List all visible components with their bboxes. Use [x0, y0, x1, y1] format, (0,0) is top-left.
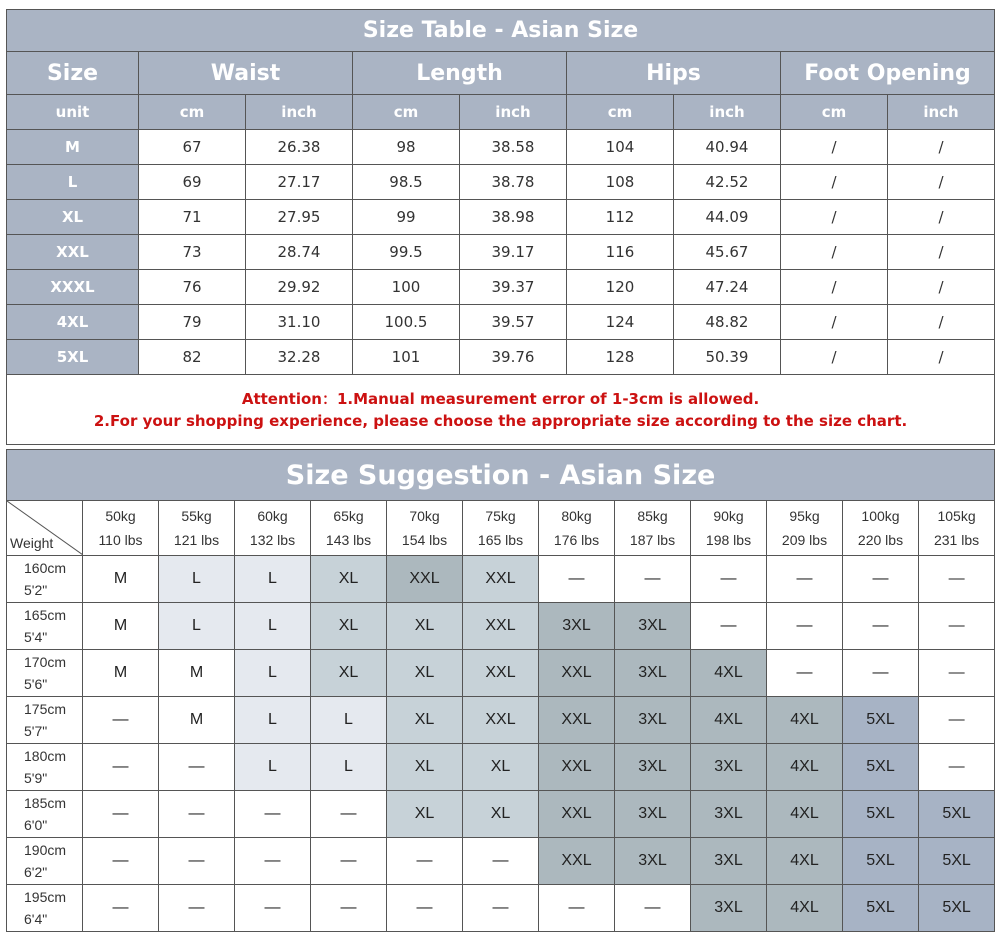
measurement-cell: 39.57: [460, 305, 567, 340]
weight-kg: 95kg: [789, 508, 820, 524]
size-row: [7, 235, 995, 270]
measurement-cell: 42.52: [674, 165, 781, 200]
suggested-size-cell: 4XL: [767, 744, 843, 791]
measurement-cell: /: [781, 165, 888, 200]
header-hips: Hips: [567, 52, 781, 95]
measurement-cell: /: [781, 235, 888, 270]
size-table-title: Size Table - Asian Size: [7, 10, 995, 52]
measurement-cell: 38.98: [460, 200, 567, 235]
header-length: Length: [353, 52, 567, 95]
suggested-size-cell: L: [159, 556, 235, 603]
size-row: [7, 200, 995, 235]
suggested-size-cell: 5XL: [919, 838, 995, 885]
suggested-size-cell: —: [919, 744, 995, 791]
measurement-cell: 73: [139, 235, 246, 270]
measurement-cell: 29.92: [246, 270, 353, 305]
suggested-size-cell: 5XL: [843, 838, 919, 885]
height-cm: 160cm: [24, 560, 67, 576]
measurement-cell: 104: [567, 130, 674, 165]
suggested-size-cell: —: [387, 838, 463, 885]
suggested-size-cell: —: [311, 885, 387, 932]
measurement-cell: 39.76: [460, 340, 567, 375]
unit-cell: inch: [460, 95, 567, 130]
measurement-cell: 76: [139, 270, 246, 305]
measurement-cell: /: [888, 165, 995, 200]
weight-lbs: 143 lbs: [325, 532, 372, 548]
suggested-size-cell: 4XL: [767, 885, 843, 932]
height-row: [7, 603, 995, 650]
measurement-cell: 32.28: [246, 340, 353, 375]
suggested-size-cell: XL: [311, 603, 387, 650]
suggested-size-cell: XXL: [539, 697, 615, 744]
height-ft: 6'4": [24, 911, 48, 927]
height-cm: 190cm: [24, 842, 67, 858]
suggested-size-cell: 3XL: [615, 603, 691, 650]
suggested-size-cell: 4XL: [767, 838, 843, 885]
suggested-size-cell: 3XL: [615, 744, 691, 791]
size-label: XL: [7, 200, 139, 235]
size-label: XXL: [7, 235, 139, 270]
suggested-size-cell: —: [691, 556, 767, 603]
weight-kg: 85kg: [637, 508, 668, 524]
suggested-size-cell: 5XL: [843, 885, 919, 932]
suggested-size-cell: M: [159, 697, 235, 744]
weight-kg: 55kg: [181, 508, 212, 524]
height-header-cell: [7, 603, 83, 650]
suggested-size-cell: —: [843, 650, 919, 697]
suggested-size-cell: 5XL: [843, 697, 919, 744]
suggested-size-cell: —: [83, 838, 159, 885]
suggested-size-cell: M: [83, 650, 159, 697]
measurement-cell: 28.74: [246, 235, 353, 270]
suggested-size-cell: —: [767, 556, 843, 603]
suggested-size-cell: —: [919, 650, 995, 697]
measurement-cell: 99: [353, 200, 460, 235]
size-label: 4XL: [7, 305, 139, 340]
height-ft: 5'9": [24, 770, 48, 786]
suggested-size-cell: —: [615, 556, 691, 603]
measurement-cell: 39.37: [460, 270, 567, 305]
measurement-cell: /: [781, 270, 888, 305]
suggested-size-cell: —: [767, 603, 843, 650]
suggested-size-cell: —: [843, 603, 919, 650]
suggested-size-cell: —: [311, 791, 387, 838]
suggested-size-cell: XXL: [539, 791, 615, 838]
height-row: [7, 744, 995, 791]
measurement-cell: 38.58: [460, 130, 567, 165]
weight-header-row: [7, 501, 995, 556]
weight-kg: 70kg: [409, 508, 440, 524]
measurement-cell: 71: [139, 200, 246, 235]
suggested-size-cell: XXL: [387, 556, 463, 603]
measurement-cell: 100: [353, 270, 460, 305]
suggested-size-cell: 3XL: [615, 791, 691, 838]
suggested-size-cell: 3XL: [691, 885, 767, 932]
weight-kg: 65kg: [333, 508, 364, 524]
size-suggestion-body: [7, 556, 995, 932]
measurement-cell: /: [781, 200, 888, 235]
weight-kg: 100kg: [861, 508, 900, 524]
unit-label: unit: [7, 95, 139, 130]
suggested-size-cell: L: [235, 603, 311, 650]
suggested-size-cell: XL: [387, 791, 463, 838]
suggested-size-cell: —: [159, 838, 235, 885]
measurement-cell: 44.09: [674, 200, 781, 235]
height-row: [7, 650, 995, 697]
suggested-size-cell: XL: [463, 791, 539, 838]
suggested-size-cell: 4XL: [767, 697, 843, 744]
height-cm: 175cm: [24, 701, 67, 717]
size-row: [7, 270, 995, 305]
unit-cell: inch: [888, 95, 995, 130]
suggested-size-cell: L: [235, 556, 311, 603]
suggested-size-cell: 3XL: [615, 697, 691, 744]
weight-header-cell: [615, 501, 691, 556]
suggested-size-cell: 3XL: [615, 838, 691, 885]
suggested-size-cell: 3XL: [691, 791, 767, 838]
header-size: Size: [7, 52, 139, 95]
suggested-size-cell: L: [311, 697, 387, 744]
suggested-size-cell: 5XL: [843, 791, 919, 838]
height-ft: 5'6": [24, 676, 48, 692]
suggested-size-cell: L: [235, 650, 311, 697]
suggested-size-cell: —: [235, 791, 311, 838]
weight-header-cell: [539, 501, 615, 556]
suggested-size-cell: —: [387, 885, 463, 932]
weight-kg: 90kg: [713, 508, 744, 524]
measurement-cell: 79: [139, 305, 246, 340]
weight-lbs: 110 lbs: [98, 532, 143, 548]
size-label: 5XL: [7, 340, 139, 375]
suggested-size-cell: —: [83, 697, 159, 744]
suggested-size-cell: —: [539, 885, 615, 932]
suggested-size-cell: —: [691, 603, 767, 650]
height-cm: 185cm: [24, 795, 67, 811]
size-suggestion-table: [6, 449, 995, 932]
height-header-cell: [7, 838, 83, 885]
suggested-size-cell: —: [83, 791, 159, 838]
measurement-cell: 124: [567, 305, 674, 340]
suggested-size-cell: —: [919, 556, 995, 603]
suggested-size-cell: —: [159, 885, 235, 932]
suggested-size-cell: —: [83, 885, 159, 932]
height-ft: 6'2": [24, 864, 48, 880]
attention-line-1: Attention：1.Manual measurement error of 1-3cm is allowed.: [241, 389, 760, 408]
measurement-cell: /: [781, 340, 888, 375]
weight-header-cell: [691, 501, 767, 556]
weight-lbs: 209 lbs: [781, 532, 828, 548]
measurement-cell: 100.5: [353, 305, 460, 340]
suggested-size-cell: XL: [387, 603, 463, 650]
weight-header-cell: [843, 501, 919, 556]
corner-weight-label: Weight: [10, 535, 54, 551]
suggested-size-cell: L: [311, 744, 387, 791]
suggested-size-cell: —: [235, 885, 311, 932]
header-foot-opening: Foot Opening: [781, 52, 995, 95]
weight-kg: 75kg: [485, 508, 516, 524]
measurement-cell: 82: [139, 340, 246, 375]
weight-lbs: 231 lbs: [933, 532, 980, 548]
measurement-cell: /: [888, 130, 995, 165]
weight-header-cell: [311, 501, 387, 556]
suggested-size-cell: —: [463, 838, 539, 885]
unit-cell: inch: [674, 95, 781, 130]
size-row: [7, 165, 995, 200]
suggested-size-cell: —: [539, 556, 615, 603]
corner-cell: [7, 501, 83, 556]
height-row: [7, 697, 995, 744]
suggested-size-cell: 3XL: [691, 744, 767, 791]
height-row: [7, 791, 995, 838]
suggested-size-cell: —: [767, 650, 843, 697]
measurement-cell: /: [888, 270, 995, 305]
measurement-cell: 120: [567, 270, 674, 305]
suggested-size-cell: XL: [311, 556, 387, 603]
suggested-size-cell: 3XL: [615, 650, 691, 697]
measurement-cell: /: [781, 130, 888, 165]
suggested-size-cell: 3XL: [539, 603, 615, 650]
height-cm: 165cm: [24, 607, 67, 623]
height-ft: 6'0": [24, 817, 48, 833]
weight-lbs: 187 lbs: [629, 532, 676, 548]
suggested-size-cell: XXL: [539, 650, 615, 697]
weight-lbs: 165 lbs: [477, 532, 524, 548]
height-row: [7, 885, 995, 932]
weight-kg: 105kg: [937, 508, 976, 524]
height-cm: 180cm: [24, 748, 67, 764]
size-table: [6, 9, 995, 445]
height-ft: 5'2": [24, 582, 48, 598]
height-header-cell: [7, 697, 83, 744]
suggested-size-cell: —: [919, 603, 995, 650]
weight-kg: 80kg: [561, 508, 592, 524]
suggested-size-cell: —: [843, 556, 919, 603]
measurement-cell: 31.10: [246, 305, 353, 340]
height-header-cell: [7, 744, 83, 791]
unit-cell: cm: [139, 95, 246, 130]
suggested-size-cell: XL: [387, 650, 463, 697]
suggested-size-cell: XXL: [539, 744, 615, 791]
measurement-cell: 98.5: [353, 165, 460, 200]
weight-header-cell: [387, 501, 463, 556]
size-row: [7, 305, 995, 340]
weight-header-cell: [159, 501, 235, 556]
measurement-cell: 112: [567, 200, 674, 235]
measurement-cell: 99.5: [353, 235, 460, 270]
attention-line-2: 2.For your shopping experience, please choose the appropriate size according to the size chart.: [93, 411, 908, 430]
measurement-cell: 116: [567, 235, 674, 270]
suggested-size-cell: 4XL: [691, 650, 767, 697]
measurement-cell: 27.17: [246, 165, 353, 200]
measurement-cell: 50.39: [674, 340, 781, 375]
suggested-size-cell: XL: [387, 744, 463, 791]
measurement-cell: 128: [567, 340, 674, 375]
suggested-size-cell: L: [235, 697, 311, 744]
measurement-cell: 69: [139, 165, 246, 200]
suggested-size-cell: 5XL: [843, 744, 919, 791]
suggested-size-cell: M: [83, 603, 159, 650]
height-header-cell: [7, 791, 83, 838]
size-label: XXXL: [7, 270, 139, 305]
size-label: L: [7, 165, 139, 200]
weight-kg: 60kg: [257, 508, 288, 524]
height-cm: 170cm: [24, 654, 67, 670]
height-header-cell: [7, 556, 83, 603]
measurement-cell: /: [888, 340, 995, 375]
suggested-size-cell: M: [83, 556, 159, 603]
suggested-size-cell: M: [159, 650, 235, 697]
height-cm: 195cm: [24, 889, 67, 905]
measurement-cell: 39.17: [460, 235, 567, 270]
measurement-cell: /: [888, 305, 995, 340]
suggested-size-cell: —: [463, 885, 539, 932]
measurement-cell: 47.24: [674, 270, 781, 305]
suggested-size-cell: 3XL: [691, 838, 767, 885]
suggested-size-cell: —: [83, 744, 159, 791]
unit-cell: inch: [246, 95, 353, 130]
height-row: [7, 556, 995, 603]
suggested-size-cell: 5XL: [919, 791, 995, 838]
weight-header-cell: [83, 501, 159, 556]
measurement-cell: 26.38: [246, 130, 353, 165]
unit-cell: cm: [567, 95, 674, 130]
suggested-size-cell: XL: [463, 744, 539, 791]
weight-lbs: 121 lbs: [173, 532, 220, 548]
measurement-cell: 45.67: [674, 235, 781, 270]
suggested-size-cell: XL: [387, 697, 463, 744]
suggested-size-cell: L: [159, 603, 235, 650]
suggested-size-cell: 4XL: [767, 791, 843, 838]
size-suggestion-title: Size Suggestion - Asian Size: [7, 450, 995, 501]
suggested-size-cell: —: [159, 744, 235, 791]
measurement-cell: 38.78: [460, 165, 567, 200]
suggested-size-cell: —: [159, 791, 235, 838]
suggested-size-cell: XXL: [463, 556, 539, 603]
suggested-size-cell: 4XL: [691, 697, 767, 744]
measurement-cell: 40.94: [674, 130, 781, 165]
weight-header-cell: [919, 501, 995, 556]
suggested-size-cell: XXL: [463, 697, 539, 744]
measurement-cell: 98: [353, 130, 460, 165]
suggested-size-cell: XL: [311, 650, 387, 697]
weight-lbs: 132 lbs: [249, 532, 296, 548]
weight-lbs: 176 lbs: [553, 532, 600, 548]
suggested-size-cell: —: [615, 885, 691, 932]
height-header-cell: [7, 885, 83, 932]
measurement-cell: 101: [353, 340, 460, 375]
size-table-body: [7, 130, 995, 375]
attention-note: [7, 375, 995, 445]
unit-cell: cm: [781, 95, 888, 130]
size-row: [7, 130, 995, 165]
suggested-size-cell: —: [311, 838, 387, 885]
suggested-size-cell: —: [919, 697, 995, 744]
height-row: [7, 838, 995, 885]
header-waist: Waist: [139, 52, 353, 95]
suggested-size-cell: L: [235, 744, 311, 791]
height-ft: 5'4": [24, 629, 48, 645]
suggested-size-cell: XXL: [463, 650, 539, 697]
measurement-cell: 27.95: [246, 200, 353, 235]
weight-lbs: 220 lbs: [857, 532, 904, 548]
suggested-size-cell: XXL: [539, 838, 615, 885]
weight-header-cell: [235, 501, 311, 556]
weight-header-cell: [767, 501, 843, 556]
measurement-cell: 108: [567, 165, 674, 200]
weight-header-cell: [463, 501, 539, 556]
weight-lbs: 198 lbs: [705, 532, 752, 548]
size-row: [7, 340, 995, 375]
weight-kg: 50kg: [105, 508, 136, 524]
measurement-cell: /: [888, 200, 995, 235]
suggested-size-cell: XXL: [463, 603, 539, 650]
measurement-cell: /: [781, 305, 888, 340]
measurement-cell: /: [888, 235, 995, 270]
weight-lbs: 154 lbs: [401, 532, 448, 548]
suggested-size-cell: 5XL: [919, 885, 995, 932]
measurement-cell: 48.82: [674, 305, 781, 340]
size-label: M: [7, 130, 139, 165]
measurement-cell: 67: [139, 130, 246, 165]
height-ft: 5'7": [24, 723, 48, 739]
suggested-size-cell: —: [235, 838, 311, 885]
unit-cell: cm: [353, 95, 460, 130]
height-header-cell: [7, 650, 83, 697]
